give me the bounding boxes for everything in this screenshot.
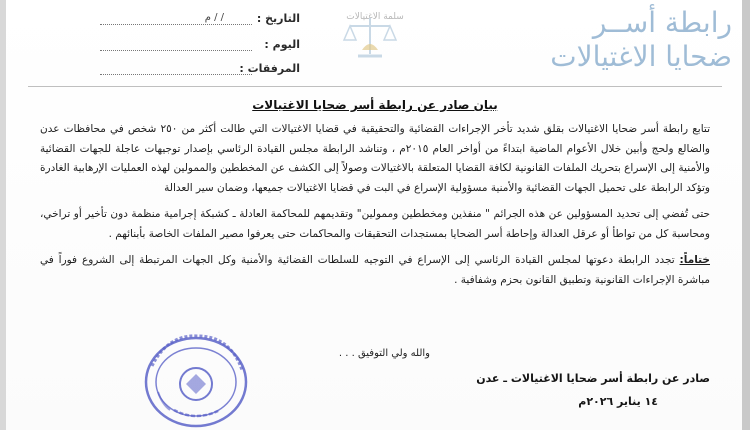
body-paragraph-2: حتى تُفضي إلى تحديد المسؤولين عن هذه الجرائم " منفذين ومخططين وممولين" وتقديمهم للمحاكمة العادلة ـ كشبكة إجرامية منظمة دون تأخير أو تراخي، ومحاسبة كل من تواطأ أو عرقل العدالة وإحاطة أسر الضحايا بمستجدات التحقيقات والمحاكمات حتى يعرفوا مصير الملفات الخاصة بأبنائهم . [40,208,710,240]
statement-body [40,120,710,297]
greeting: والله ولي التوفيق . . . [338,348,430,359]
date-field [100,12,300,30]
day-label: اليوم : [264,38,300,51]
body-paragraph-1: تتابع رابطة أسر ضحايا الاغتيالات بقلق شديد تأخر الإجراءات القضائية والتحقيقية في قضايا الاغتيالات التي طالت أكثر من ٢٥٠ شخص في محافظات عدن والضالع ولحج وأبين خلال الأعوام الماضية ابتداءً من أواخر العام ٢٠١٥م ، وتناشد الرابطة مجلس القيادة الرئاسي بإصدار توجيهات عاجلة للجهات القضائية والأمنية إلى الإسراع بتحريك الملفات القانونية لكافة القضايا المتعلقة بالاغتيالات وصولاً إلى الكشف عن المخططين والممولين لهذه العمليات الإرهابية الغادرة وتؤكد الرابطة على تحميل الجهات القضائية والأمنية مسؤولية الإسراع في البت في قضايا الاغتيالات جميعها، وضمان سير العدالة [40,123,710,194]
attachments-dotted-line [100,74,252,75]
official-stamp-icon [138,326,250,430]
closing-paragraph [40,251,710,290]
closing-text: تجدد الرابطة دعوتها لمجلس القيادة الرئاسي إلى الإسراع في التوجيه للسلطات القضائية والأمنية وكل الجهات المرتبطة إلى الشروع فوراً في مباشرة الإجراءات القانونية وتطبيق القانون بحزم وشفافية . [40,254,710,286]
scales-emblem-icon [340,10,400,64]
attachments-label: المرفقات : [239,62,300,75]
day-field [100,38,300,56]
statement-title: بيان صادر عن رابطة أسر ضحايا الاغتيالات [252,98,498,112]
sign-date: ١٤ يناير ٢٠٢٦م [578,395,658,408]
emblem-caption: سلمة الاغتيالات [346,12,404,22]
scan-edge-left [0,0,6,430]
scan-edge-right [742,0,750,430]
attachments-field [100,62,300,80]
letterhead-org-name [542,6,732,76]
closing-lead: ختاماً: [679,254,710,266]
day-dotted-line [100,50,252,51]
org-name-line2: ضحايا الاغتيالات [550,40,732,73]
date-label: التاريخ : [256,12,300,25]
date-value: / / م [204,12,224,23]
header-divider [28,86,722,87]
signoff: صادر عن رابطة أسر ضحايا الاغتيالات ـ عدن [476,372,710,385]
date-dotted-line [100,24,252,25]
org-name-line1: رابطة أســر [592,6,732,39]
